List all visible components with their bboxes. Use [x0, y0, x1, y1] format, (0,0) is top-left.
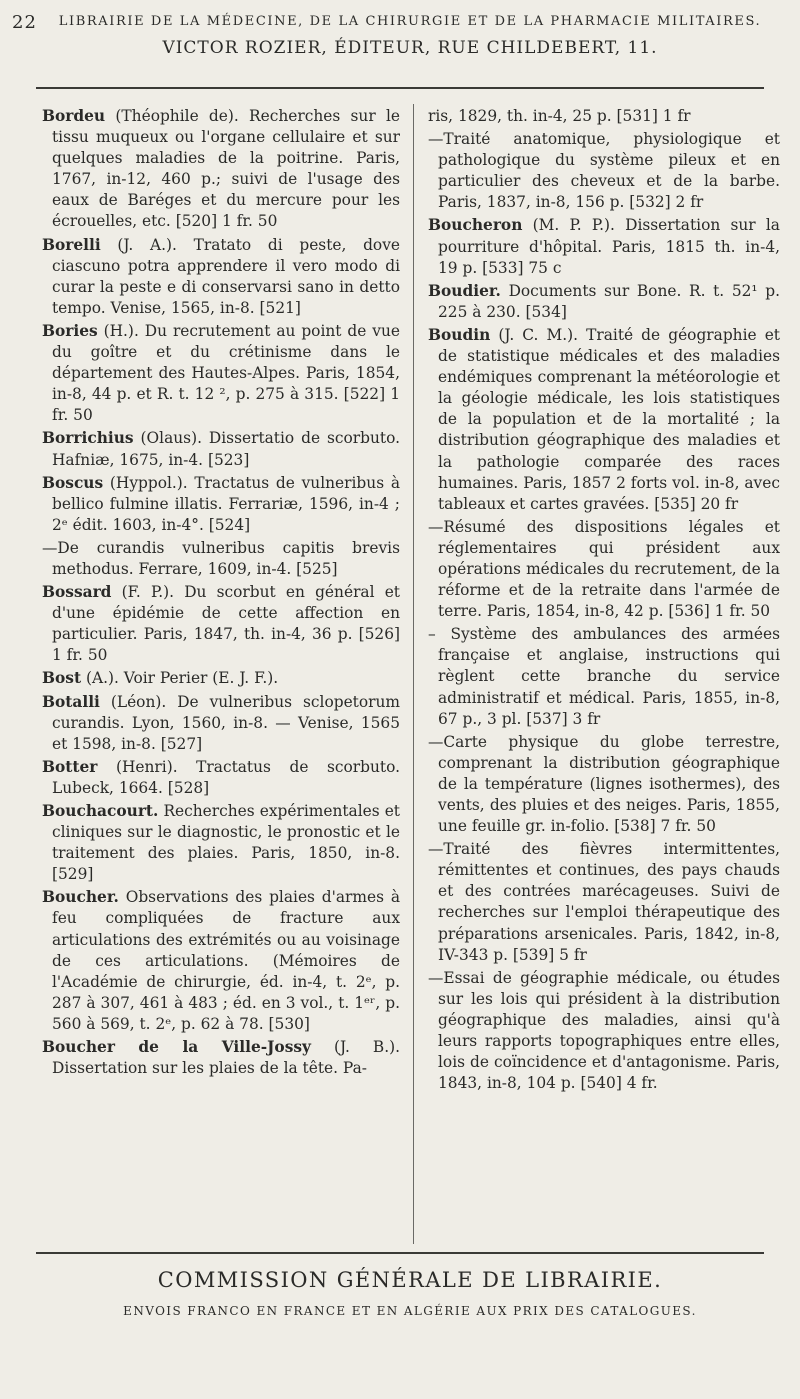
catalog-entry [42, 1037, 400, 1079]
catalog-entry [428, 968, 780, 1095]
entry-text: (Léon). De vulneribus sclopetorum curandis. Lyon, 1560, in-8. — Venise, 1565 et 1598, in-8. [527] [52, 692, 400, 753]
running-head: LIBRAIRIE DE LA MÉDECINE, DE LA CHIRURGIE ET DE LA PHARMACIE MILITAIRES. [58, 14, 762, 29]
entry-author: Bouchacourt. [42, 802, 159, 820]
left-column [42, 106, 400, 1081]
catalog-entry [42, 887, 400, 1035]
catalog-entry [42, 428, 400, 470]
catalog-entry [42, 538, 400, 580]
entry-text: —Traité anatomique, physiologique et pathologique du système pileux et en particulier des cheveux et de la barbe. Paris, 1837, in-8, 156 p. [532] 2 fr [428, 130, 780, 212]
catalog-entry [42, 692, 400, 755]
right-column [428, 106, 780, 1096]
entry-text: Recherches expérimentales et cliniques sur le diagnostic, le pronostic et le traitement des plaies. Paris, 1850, in-8. [529] [52, 802, 400, 884]
entry-author: Bost [42, 669, 82, 688]
entry-author: Boscus [42, 473, 104, 492]
entry-text: (J. C. M.). Traité de géographie et de statistique médicales et des maladies endémiques comprenant la météorologie et la géologie médicale, les lois statistiques de la population et de la mortalité ; la distribution géographique des maladies et la pathologie comparée des races humaines. Paris, 1857 2 forts vol. in-8, avec tableaux et cartes gravées. [535] 20 fr [438, 325, 780, 513]
catalog-entry [42, 321, 400, 426]
catalog-entry [428, 839, 780, 966]
entry-text: (A.). Voir Perier (E. J. F.). [81, 669, 279, 688]
entry-text: (H.). Du recrutement au point de vue du goître et du crétinisme dans le département des Hautes-Alpes. Paris, 1854, in-8, 44 p. et R. t. 12 ², p. 275 à 315. [522] 1 fr. 50 [52, 321, 400, 425]
catalog-entry [42, 106, 400, 233]
entry-author: Boucheron [428, 216, 523, 235]
entry-text: —Essai de géographie médicale, ou études sur les lois qui président à la distribution géographique des maladies, ainsi qu'à leurs rapports topographiques entre elles, lois de coïncidence et d'antagonisme. Paris, 1843, in-8, 104 p. [540] 4 fr. [428, 968, 780, 1093]
footer-note: ENVOIS FRANCO EN FRANCE ET EN ALGÉRIE AUX PRIX DES CATALOGUES. [123, 1304, 697, 1318]
entry-author: Borrichius [42, 429, 134, 448]
catalog-entry [42, 801, 400, 885]
entry-author: Botalli [42, 692, 100, 711]
entry-author: Botter [42, 757, 98, 776]
entry-author: Bossard [42, 583, 112, 602]
catalog-entry [42, 235, 400, 319]
catalog-entry [428, 325, 780, 515]
entry-author: Bories [42, 321, 98, 340]
entry-text: (J. A.). Tratato di peste, dove ciascuno potra apprendere il vero modo di curar la peste e di conservarsi sano in detto tempo. Venise, 1565, in-8. [521] [52, 235, 400, 317]
catalog-entry [42, 668, 400, 689]
entry-author: Boucher. [42, 888, 119, 907]
entry-text: (Théophile de). Recherches sur le tissu muqueux ou l'organe cellulaire et sur quelques maladies de la poitrine. Paris, 1767, in-12, 460 p.; suivi de l'usage des eaux de Baréges et du mercure pour les écrouelles, etc. [520] 1 fr. 50 [52, 107, 400, 231]
publisher-line: VICTOR ROZIER, ÉDITEUR, RUE CHILDEBERT, 11. [162, 38, 658, 58]
entry-text: —Résumé des dispositions légales et réglementaires qui président aux opérations médicales du recrutement, de la réforme et de la retraite dans l'armée de terre. Paris, 1854, in-8, 42 p. [536] 1 fr. 50 [428, 517, 780, 621]
column-divider [413, 104, 414, 1244]
entry-text: (M. P. P.). Dissertation sur la pourriture d'hôpital. Paris, 1815 th. in-4, 19 p. [533] 75 c [438, 216, 780, 277]
entry-text: —De curandis vulneribus capitis brevis methodus. Ferrare, 1609, in-4. [525] [42, 538, 400, 578]
page-number: 22 [12, 12, 37, 33]
entry-text: (Hyppol.). Tractatus de vulneribus à bellico fulmine illatis. Ferrariæ, 1596, in-4 ; 2ᵉ édit. 1603, in-4°. [524] [52, 473, 400, 534]
entry-text: (J. B.). Dissertation sur les plaies de la tête. Pa- [52, 1038, 400, 1078]
footer-title: COMMISSION GÉNÉRALE DE LIBRAIRIE. [157, 1268, 663, 1292]
entry-text: (Henri). Tractatus de scorbuto. Lubeck, 1664. [528] [52, 757, 400, 797]
entry-author: Bordeu [42, 107, 106, 125]
catalog-entry [428, 517, 780, 622]
catalog-entry [428, 732, 780, 837]
footer-rule [36, 1252, 764, 1254]
catalog-entry [42, 582, 400, 666]
catalog-entry [428, 281, 780, 323]
entry-author: Boudier. [428, 281, 501, 300]
entry-text: Observations des plaies d'armes à feu compliquées de fracture aux articulations des extrémités ou au voisinage de ces articulations. (Mémoires de l'Académie de chirurgie, éd. in-4, t. 2ᵉ, p. 287 à 307, 461 à 483 ; éd. en 3 vol., t. 1ᵉʳ, p. 560 à 569, t. 2ᵉ, p. 62 à 78. [530] [52, 888, 400, 1033]
entry-text: (Olaus). Dissertatio de scorbuto. Hafniæ, 1675, in-4. [523] [52, 429, 400, 469]
catalog-entry [428, 106, 780, 127]
entry-text: (F. P.). Du scorbut en général et d'une épidémie de cette affection en particulier. Paris, 1847, th. in-4, 36 p. [526] 1 fr. 50 [52, 583, 400, 665]
catalog-entry [42, 473, 400, 536]
catalog-entry [428, 215, 780, 278]
catalog-entry [42, 757, 400, 799]
entry-author: Boucher de la Ville-Jossy [42, 1038, 311, 1057]
entry-author: Borelli [42, 235, 101, 254]
entry-author: Boudin [428, 325, 491, 344]
catalog-entry [428, 624, 780, 729]
entry-text: —Carte physique du globe terrestre, comprenant la distribution géographique de la température (lignes isothermes), des vents, des pluies et des neiges. Paris, 1855, une feuille gr. in-folio. [538] 7 fr. 50 [428, 732, 780, 836]
header-rule [36, 87, 764, 89]
entry-text: —Traité des fièvres intermittentes, rémittentes et continues, des pays chauds et des contrées marécageuses. Suivi de recherches sur l'emploi thérapeutique des préparations arsenicales. Paris, 1842, in-8, IV-343 p. [539] 5 fr [428, 840, 780, 964]
catalog-entry [428, 129, 780, 213]
entry-text: ris, 1829, th. in-4, 25 p. [531] 1 fr [428, 107, 691, 125]
entry-text: – Système des ambulances des armées française et anglaise, instructions qui règlent cette branche du service administratif et médical. Paris, 1855, in-8, 67 p., 3 pl. [537] 3 fr [428, 625, 780, 728]
entry-text: Documents sur Bone. R. t. 52¹ p. 225 à 230. [534] [438, 281, 780, 321]
